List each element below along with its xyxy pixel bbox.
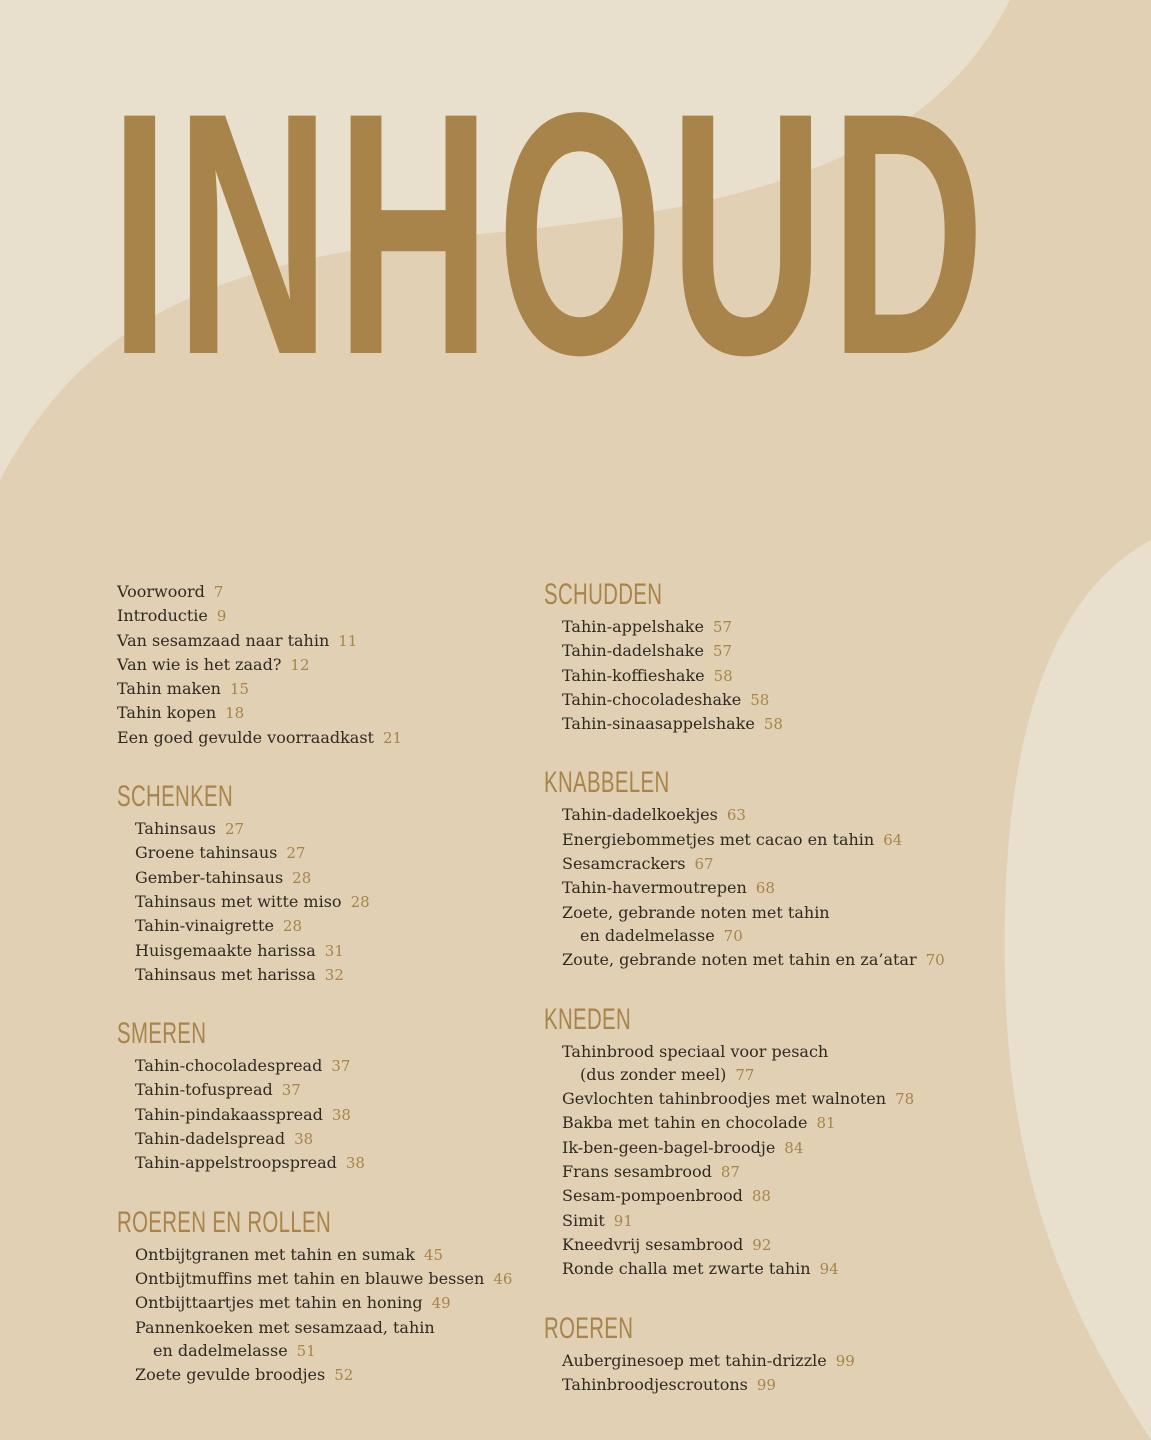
toc-page-number: 58 [713,666,733,685]
toc-entry [117,629,512,653]
toc-entry [117,726,512,750]
toc-page-number: 28 [350,892,370,911]
toc-page-number: 28 [282,917,302,936]
toc-section-heading: KNABBELEN [544,766,670,800]
toc-entry [562,639,945,663]
toc-page-number: 52 [334,1366,354,1385]
toc-section [544,580,945,736]
toc-entry [135,1078,512,1102]
toc-page-number: 67 [694,855,714,874]
toc-page-number: 27 [224,820,245,839]
toc-entry-title: Tahin-dadelspread [135,1129,286,1149]
toc-entry [562,615,945,639]
toc-page-number: 64 [883,830,903,849]
toc-section-entries [544,615,945,736]
toc-entry-continuation [135,1339,512,1363]
toc-entry-title: Ronde challa met zwarte tahin [562,1259,811,1279]
toc-page-number: 58 [763,715,783,734]
toc-entry-continuation-text: en dadelmelasse [580,925,715,945]
toc-page-number: 99 [756,1375,776,1394]
toc-entry-title: Zoete, gebrande noten met tahin [562,902,830,922]
toc-entry [117,604,512,628]
toc-entry-title: Tahin-appelshake [562,617,704,636]
toc-section-entries [117,1243,512,1388]
toc-entry-title: Ontbijttaartjes met tahin en honing [135,1293,423,1313]
toc-entry-continuation-text: en dadelmelasse [153,1340,288,1360]
toc-entry-title: Tahin-pindakaasspread [135,1104,323,1124]
toc-page-number: 37 [331,1057,351,1076]
toc-section [544,768,945,972]
toc-entry [562,828,945,852]
toc-entry-title: Van sesamzaad naar tahin [117,630,330,650]
toc-page-number: 32 [324,965,344,984]
toc-entry [562,1160,945,1184]
toc-entry-title: Ontbijtmuffins met tahin en blauwe bessen [135,1268,485,1288]
toc-entry-title: Huisgemaakte harissa [135,940,316,960]
toc-page-number: 45 [423,1245,444,1264]
toc-page-number: 57 [712,642,733,661]
toc-page-number: 38 [345,1154,365,1173]
toc-entry [562,1373,945,1397]
toc-entry [562,688,945,712]
toc-section-heading: KNEDEN [544,1002,632,1036]
toc-entry-title: Gember-tahinsaus [135,867,284,887]
toc-page-number: 31 [324,941,344,960]
toc-section-entries [544,1349,945,1398]
toc-section-heading: SCHUDDEN [544,578,663,611]
toc-entry-title: Auberginesoep met tahin-drizzle [562,1350,827,1370]
toc-entry [135,1103,512,1127]
toc-entry [135,817,512,841]
toc-page-number: 87 [720,1163,740,1182]
toc-entry [562,852,945,876]
toc-entry [562,1209,945,1233]
toc-page-number: 46 [493,1269,513,1288]
toc-page-number: 81 [816,1114,836,1133]
toc-entry [135,1127,512,1151]
toc-section-entries [117,1054,512,1175]
toc-entry [117,653,512,677]
toc-entry-title: Tahinbrood speciaal voor pesach [562,1041,829,1061]
toc-page-number: 9 [216,607,227,626]
toc-page-number: 7 [213,583,224,601]
toc-page-number: 91 [613,1211,633,1230]
toc-entry [135,963,512,987]
toc-entry [562,948,945,972]
toc-entry-continuation [562,924,945,948]
toc-section-heading: SMEREN [117,1017,207,1051]
toc-entry-title: Ontbijtgranen met tahin en sumak [135,1244,415,1264]
toc-section-entries [117,817,512,987]
toc-right-sections [544,580,945,1397]
toc-entry-title: Tahinsaus [135,819,216,839]
toc-entry-continuation [562,1063,945,1087]
toc-section-heading: ROEREN EN ROLLEN [117,1205,332,1239]
toc-entry [135,939,512,963]
toc-entry-title: Tahin-vinaigrette [135,916,274,936]
toc-left-sections [117,782,512,1387]
toc-entry [135,1267,512,1291]
toc-page-number: 28 [292,868,312,887]
toc-entry-title: Introductie [117,606,208,626]
toc-entry [562,1233,945,1257]
toc-entry [562,1087,945,1111]
toc-entry-title: Energiebommetjes met cacao en tahin [562,829,875,849]
toc-entry [117,580,512,604]
toc-entry-title: Tahinbroodjescroutons [562,1374,748,1394]
toc-entry-title: Van wie is het zaad? [117,654,282,674]
toc-section-heading: SCHENKEN [117,780,234,814]
toc-page-number: 58 [750,690,770,709]
toc-page-number: 11 [338,631,358,650]
toc-entry [135,1363,512,1387]
toc-entry-title: Sesam-pompoenbrood [562,1186,743,1206]
toc-entry [562,1184,945,1208]
toc-page-number: 78 [895,1090,915,1109]
toc-entry-title: Tahin-havermoutrepen [562,878,747,898]
toc-page-number: 12 [290,655,310,674]
toc-entry-title: Frans sesambrood [562,1162,712,1182]
toc-entry [135,1291,512,1315]
toc-entry [135,914,512,938]
toc-entry [135,1316,512,1364]
toc-entry [135,1151,512,1175]
toc-entry-title: Groene tahinsaus [135,843,278,863]
toc-entry-title: Tahin-tofuspread [135,1080,273,1100]
toc-entry [562,1349,945,1373]
toc-entry-title: Tahin-koffieshake [562,665,705,685]
toc-entry-title: Tahin-sinaasappelshake [562,714,755,734]
toc-entry-title: Tahin-appelstroopspread [135,1153,337,1173]
toc-section [117,1019,512,1175]
toc-page-number: 77 [735,1065,755,1084]
toc-page-number: 21 [382,728,403,747]
toc-entry [117,701,512,725]
toc-entry-title: Voorwoord [117,582,205,601]
toc-entry [562,1136,945,1160]
toc-page-number: 99 [835,1351,855,1370]
toc-page-number: 70 [723,926,743,945]
toc-page-number: 15 [229,680,250,699]
toc-entry [562,803,945,827]
toc-entry-title: Simit [562,1210,605,1230]
toc-page-number: 68 [755,879,775,898]
toc-page-number: 84 [784,1138,804,1157]
toc-right-column [544,580,945,1429]
toc-entry [562,1111,945,1135]
toc-page-number: 18 [225,704,245,723]
toc-entry [135,1243,512,1267]
toc-entry-title: Tahinsaus met harissa [135,964,316,984]
toc-entry [117,677,512,701]
toc-entry-title: Tahinsaus met witte miso [135,891,342,911]
toc-entry [562,1040,945,1088]
toc-entry [135,890,512,914]
toc-page-number: 63 [726,806,746,825]
page-title: INHOUD [110,42,991,427]
toc-section [544,1002,945,1282]
toc-entry [562,712,945,736]
toc-section-entries [544,1040,945,1282]
toc-intro-section [117,580,512,750]
toc-entry-title: Tahin maken [117,679,221,699]
toc-section-entries [544,803,945,972]
toc-entry-title: Zoute, gebrande noten met tahin en za’atar [562,950,917,970]
toc-entry-title: Tahin-dadelkoekjes [562,805,718,825]
toc-entry [562,876,945,900]
toc-page-number: 49 [431,1294,451,1313]
toc-entry-title: Zoete gevulde broodjes [135,1365,326,1385]
toc-entry-title: Tahin-chocoladespread [135,1056,323,1076]
toc-entry-title: Sesamcrackers [562,854,686,874]
toc-entry-title: Gevlochten tahinbroodjes met walnoten [562,1089,887,1109]
toc-entry-title: Tahin-dadelshake [562,641,704,661]
toc-page-number: 38 [294,1130,314,1149]
toc-section [117,782,512,987]
toc-entry [135,866,512,890]
toc-section [117,1205,513,1388]
toc-entry-title: Tahin kopen [117,703,217,723]
toc-page-number: 38 [331,1105,351,1124]
toc-left-column [117,580,512,1419]
toc-page-number: 51 [296,1341,316,1360]
toc-page-number: 94 [819,1260,839,1279]
toc-section-heading: ROEREN [544,1311,634,1345]
toc-entry [562,1257,945,1281]
toc-entry-title: Ik-ben-geen-bagel-broodje [562,1137,776,1157]
toc-page-number: 92 [752,1235,772,1254]
toc-entry-title: Bakba met tahin en chocolade [562,1113,808,1133]
toc-section [544,1311,945,1398]
toc-entry-continuation-text: (dus zonder meel) [580,1064,727,1084]
toc-entry-title: Pannenkoeken met sesamzaad, tahin [135,1317,435,1337]
toc-entry-title: Kneedvrij sesambrood [562,1234,744,1254]
toc-page-number: 37 [281,1081,301,1100]
toc-page-number: 27 [286,844,306,863]
toc-entry [135,841,512,865]
toc-entry [562,901,945,949]
toc-page-number: 70 [925,951,945,970]
toc-entry-title: Tahin-chocoladeshake [562,689,742,709]
toc-intro-entries [117,580,512,750]
toc-entry [562,664,945,688]
toc-page-number: 57 [712,618,733,636]
toc-entry-title: Een goed gevulde voorraadkast [117,727,374,747]
toc-page-number: 88 [751,1187,771,1206]
toc-entry [135,1054,512,1078]
